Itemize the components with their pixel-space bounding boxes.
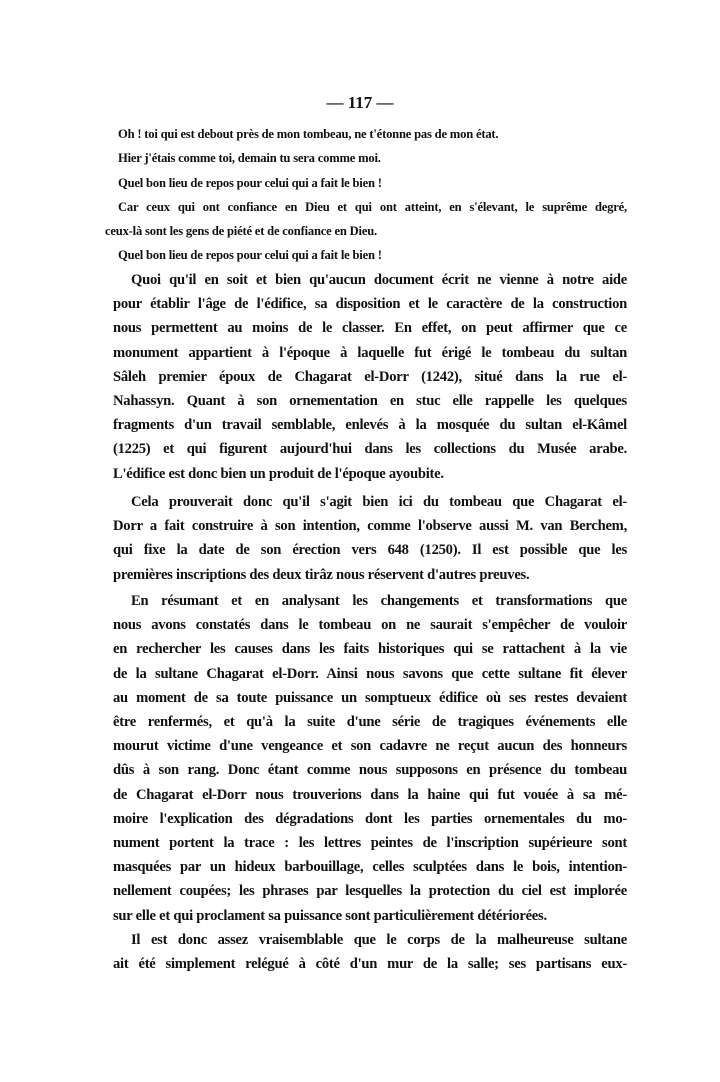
paragraph-line: mourut victime d'une vengeance et son cadavre ne reçut aucun des honneurs — [113, 738, 627, 755]
page-number: — 117 — — [326, 93, 394, 112]
paragraph-line: premières inscriptions des deux tirâz nous réservent d'autres preuves. — [113, 566, 530, 583]
paragraph-line: (1225) et qui figurent aujourd'hui dans les collections du Musée arabe. — [113, 441, 627, 458]
paragraph-line: masquées par un hideux barbouillage, celles sculptées dans le bois, intention- — [113, 859, 627, 876]
paragraph-line: de la sultane Chagarat el-Dorr. Ainsi nous savons que cette sultane fit élever — [113, 665, 627, 682]
paragraph-line: En résumant et en analysant les changements et transformations que — [131, 593, 627, 609]
paragraph-line: nellement coupées; les phrases par lesquelles la protection du ciel est implorée — [113, 883, 627, 900]
paragraph-line: fragments d'un travail semblable, enlevés à la mosquée du sultan el-Kâmel — [113, 417, 627, 434]
poem-line: Hier j'étais comme toi, demain tu sera comme moi. — [118, 151, 381, 165]
poem-line: Quel bon lieu de repos pour celui qui a fait le bien ! — [118, 248, 382, 262]
paragraph-line: Quoi qu'il en soit et bien qu'aucun document écrit ne vienne à notre aide — [131, 272, 627, 288]
paragraph-line: au moment de sa toute puissance un somptueux édifice où ses restes devaient — [113, 689, 627, 706]
paragraph-line: en rechercher les causes dans les faits historiques qui se rattachent à la vie — [113, 641, 627, 658]
paragraph-line: pour établir l'âge de l'édifice, sa disposition et le caractère de la construction — [113, 296, 627, 313]
paragraph-line: nous avons constatés dans le tombeau on ne saurait s'empêcher de vouloir — [113, 617, 627, 634]
paragraph-line: être renfermés, et qu'à la suite d'une série de tragiques événements elle — [113, 714, 627, 730]
paragraph-line: de Chagarat el-Dorr nous trouverions dans la haine qui fut vouée à sa mé- — [113, 786, 627, 803]
paragraph-line: moire l'explication des dégradations dont les parties ornementales du mo- — [113, 810, 627, 827]
paragraph-line: Il est donc assez vraisemblable que le corps de la malheureuse sultane — [131, 932, 627, 948]
poem-line: Quel bon lieu de repos pour celui qui a fait le bien ! — [118, 176, 382, 190]
paragraph-line: L'édifice est donc bien un produit de l'époque ayoubite. — [113, 465, 444, 482]
paragraph-line: Cela prouverait donc qu'il s'agit bien ici du tombeau que Chagarat el- — [131, 494, 627, 510]
paragraph-line: sur elle et qui proclament sa puissance sont particulièrement détériorées. — [113, 907, 547, 924]
paragraph-line: nument portent la trace : les lettres peintes de l'inscription supérieure sont — [113, 835, 627, 851]
paragraph-line: nous permettent au moins de le classer. En effet, on peut affirmer que ce — [113, 320, 627, 337]
paragraph-line: Sâleh premier époux de Chagarat el-Dorr (1242), situé dans la rue el- — [113, 368, 627, 385]
poem-line: Oh ! toi qui est debout près de mon tombeau, ne t'étonne pas de mon état. — [118, 127, 499, 141]
paragraph-line: monument appartient à l'époque à laquelle fut érigé le tombeau du sultan — [113, 344, 627, 361]
paragraph-line: dûs à son rang. Donc étant comme nous supposons en présence du tombeau — [113, 762, 627, 779]
paragraph-line: Nahassyn. Quant à son ornementation en stuc elle rappelle les quelques — [113, 393, 627, 409]
paragraph-line: qui fixe la date de son érection vers 648 (1250). Il est possible que les — [113, 542, 627, 559]
paragraph-line: Dorr a fait construire à son intention, comme l'observe aussi M. van Berchem, — [113, 518, 627, 535]
poem-line: ceux-là sont les gens de piété et de confiance en Dieu. — [105, 224, 377, 238]
poem-line: Car ceux qui ont confiance en Dieu et qui ont atteint, en s'élevant, le suprême degré, — [118, 200, 627, 214]
paragraph-line: ait été simplement relégué à côté d'un mur de la salle; ses partisans eux- — [113, 956, 627, 973]
